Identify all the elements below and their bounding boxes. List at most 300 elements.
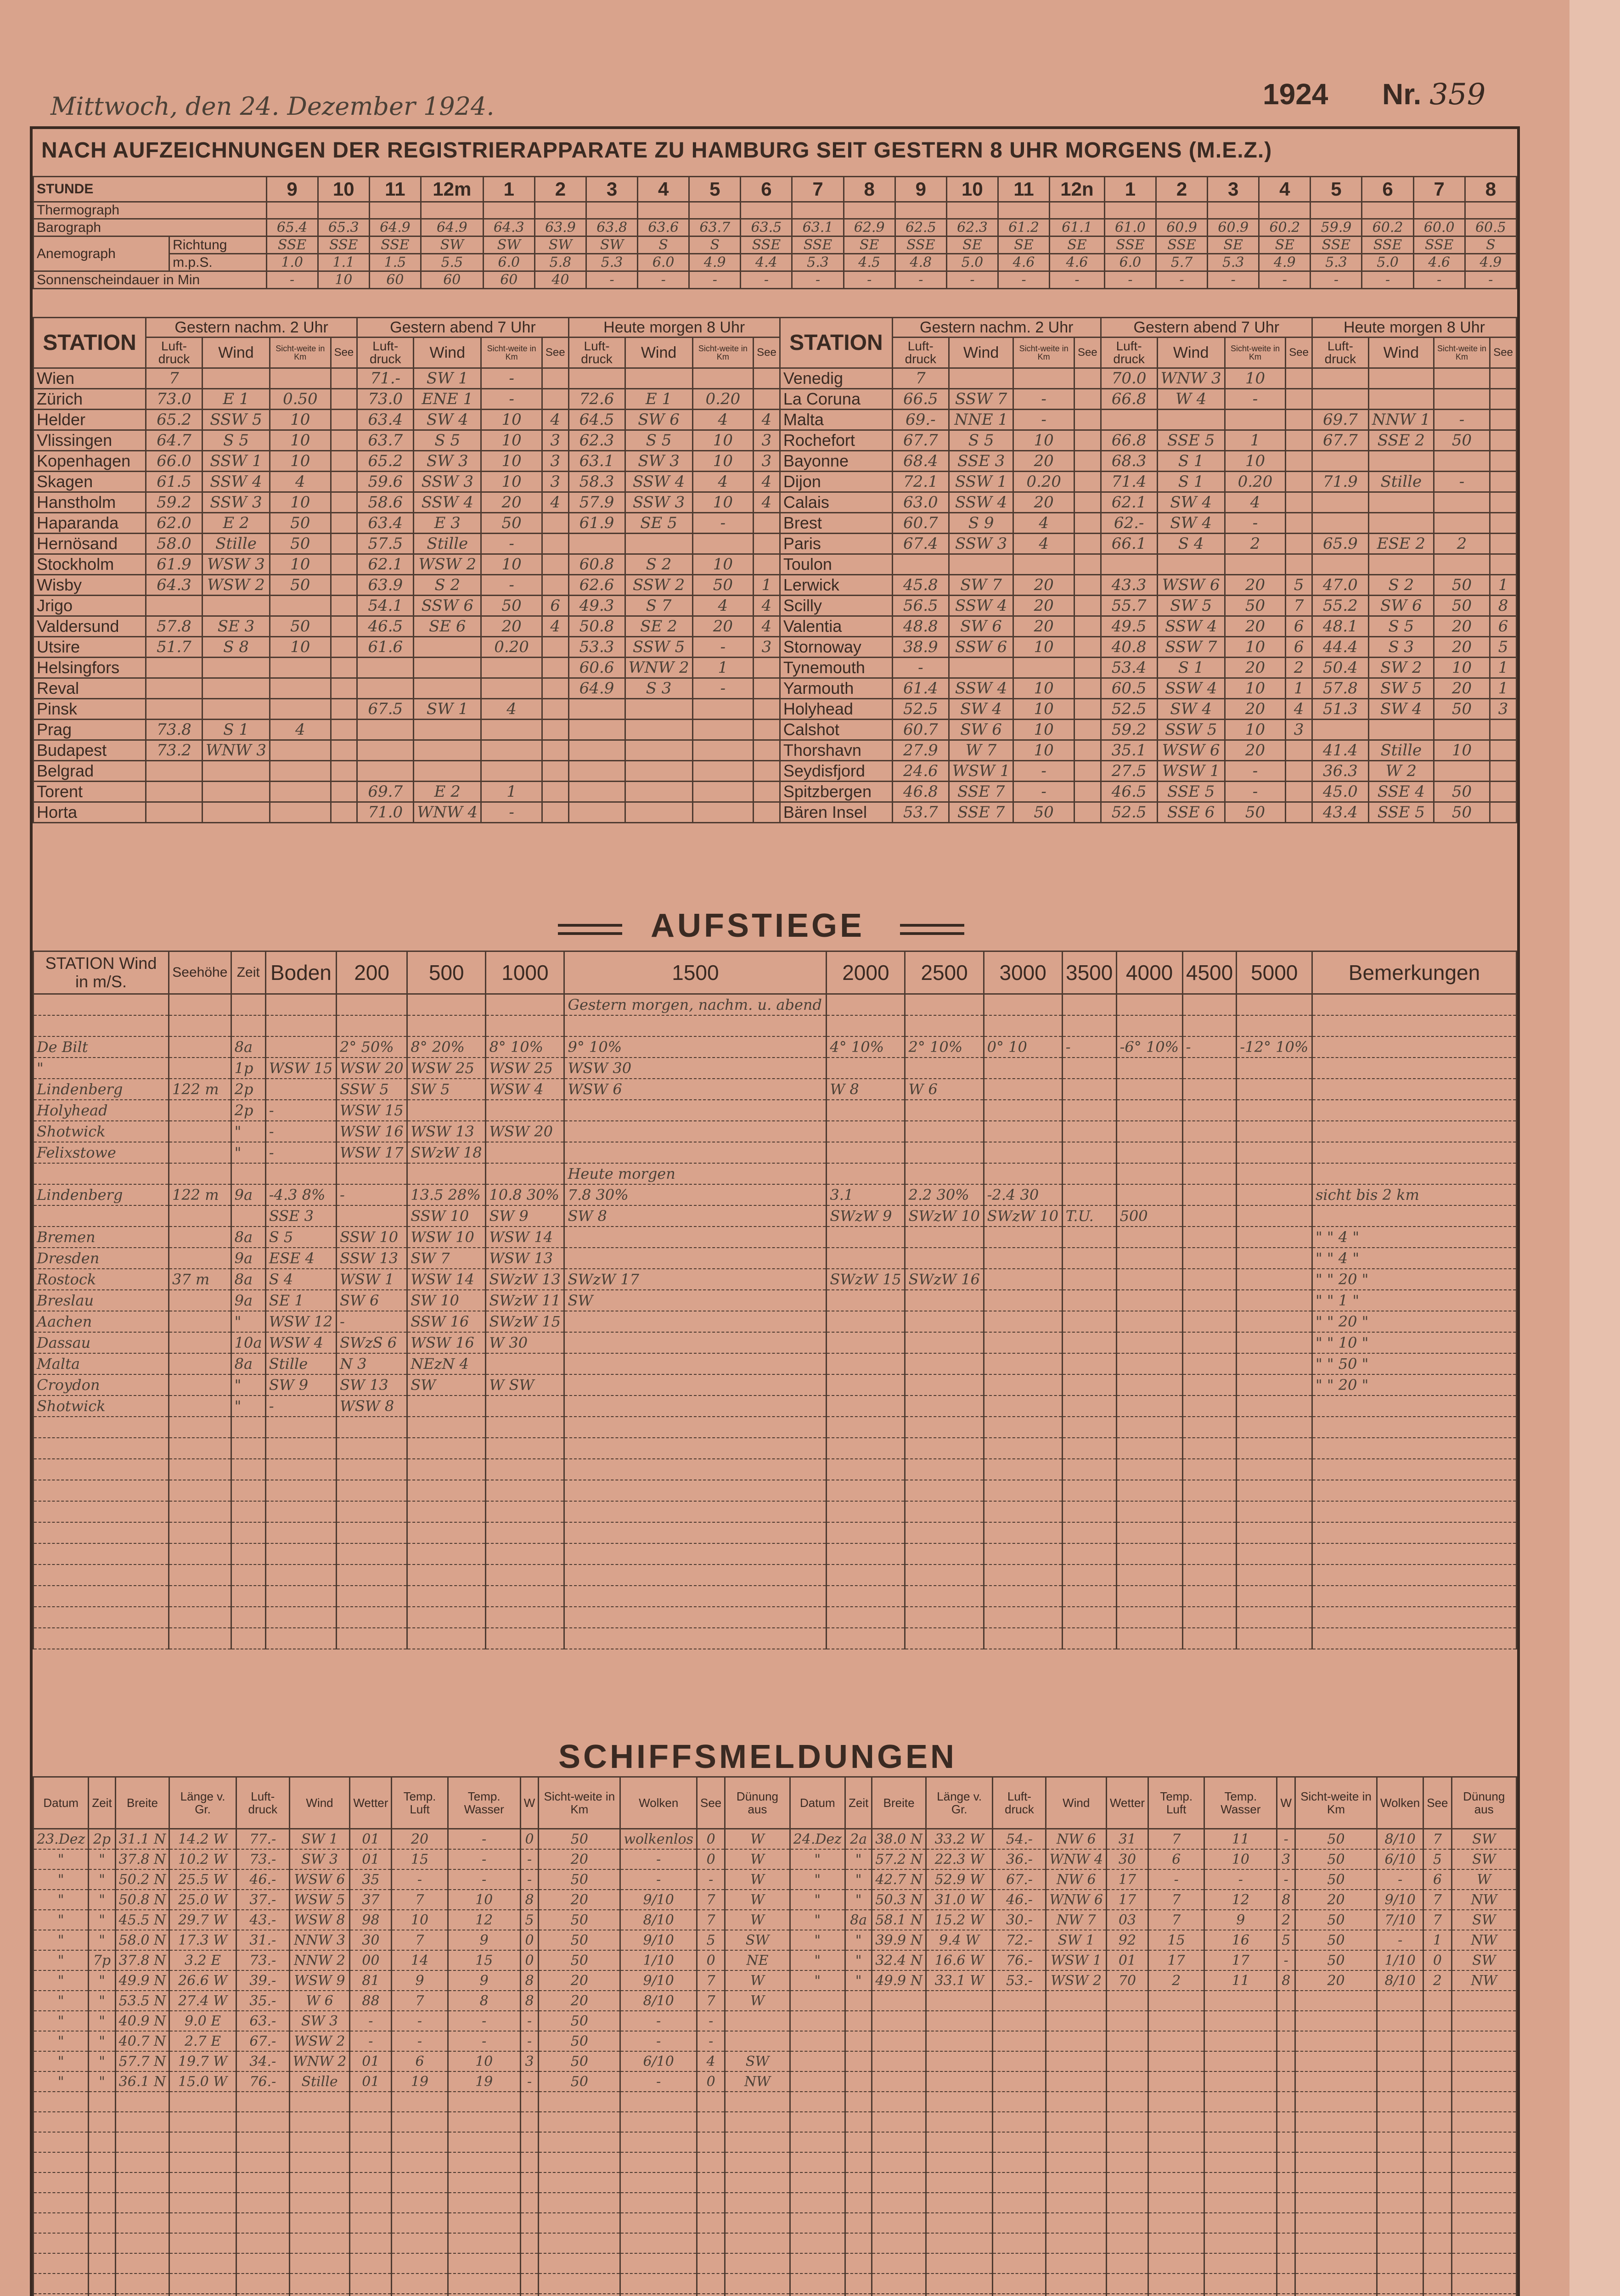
ship-empty-cell	[1451, 2294, 1516, 2296]
ship-empty-cell	[697, 2132, 725, 2152]
aufstieg-row	[34, 1480, 1517, 1501]
ship-empty-cell	[34, 2112, 89, 2132]
ship-empty-cell	[1148, 2152, 1204, 2172]
aufstieg-boden: SW 9	[265, 1374, 336, 1396]
station-value	[568, 782, 625, 802]
station-value	[1286, 802, 1312, 823]
ship-value	[1277, 2071, 1295, 2092]
ship-header: Dünung aus	[1451, 1777, 1516, 1829]
aufstieg-level-value	[1062, 1522, 1116, 1543]
ship-empty-cell	[872, 2233, 926, 2253]
ship-empty-cell	[845, 2132, 872, 2152]
station-value	[754, 740, 780, 761]
station-value: 43.4	[1312, 802, 1368, 823]
ship-empty-cell	[236, 2132, 289, 2152]
ship-value: 29.7 W	[169, 1910, 236, 1930]
station-value: SSE 4	[1368, 782, 1434, 802]
ship-empty-cell	[539, 2233, 620, 2253]
station-row	[34, 740, 1517, 761]
ship-value	[1204, 2031, 1277, 2051]
thermograph-cell	[1362, 202, 1413, 219]
aufstieg-bemerkung	[1312, 1522, 1517, 1543]
ship-empty-cell	[289, 2253, 350, 2273]
station-value: 8	[1490, 596, 1517, 616]
sonne-cell: 60	[369, 271, 421, 289]
ship-empty-cell	[1377, 2273, 1423, 2294]
thermograph-cell	[534, 202, 586, 219]
station-value: 67.7	[1312, 430, 1368, 451]
station-value	[1312, 492, 1368, 513]
station-value: -	[481, 389, 542, 410]
station-value	[331, 616, 357, 637]
aufstieg-boden	[265, 1522, 336, 1543]
aufstieg-level-value	[1182, 1079, 1237, 1100]
ship-empty-cell	[1423, 2092, 1451, 2112]
ship-empty-cell	[115, 2213, 169, 2233]
station-value: 66.5	[892, 389, 949, 410]
aufstieg-level-value	[486, 1628, 564, 1649]
ship-value: 9.0 E	[169, 2011, 236, 2031]
ship-row-empty	[34, 2112, 1517, 2132]
ship-value	[1106, 2071, 1148, 2092]
station-value	[414, 637, 481, 658]
barograph-row	[34, 219, 1517, 236]
aufstieg-level-value	[905, 1227, 984, 1248]
aufstieg-level-value: SW	[564, 1290, 827, 1311]
ship-empty-cell	[1046, 2172, 1107, 2193]
station-row	[34, 513, 1517, 534]
ship-empty-cell	[448, 2273, 520, 2294]
aufstieg-level-value	[1182, 1353, 1237, 1374]
station-value: 20	[1225, 658, 1286, 678]
aufstieg-station	[34, 994, 169, 1016]
ship-value: 31	[1106, 1829, 1148, 1850]
station-value: -	[1225, 513, 1286, 534]
ship-value	[1204, 1991, 1277, 2011]
station-value: 5	[1490, 637, 1517, 658]
thermograph-cell	[1413, 202, 1465, 219]
ship-empty-cell	[289, 2233, 350, 2253]
station-value: W 2	[1368, 761, 1434, 782]
ship-empty-cell	[350, 2112, 392, 2132]
station-value: -	[1013, 761, 1074, 782]
ship-value: 2	[1277, 1910, 1295, 1930]
aufstieg-seehohe	[169, 1227, 231, 1248]
ship-empty-cell	[1204, 2253, 1277, 2273]
barograph-cell: 61.0	[1104, 219, 1156, 236]
aufstieg-level-value	[827, 1374, 905, 1396]
station-value	[568, 368, 625, 389]
aufstieg-level-value	[905, 1290, 984, 1311]
ship-value: 03	[1106, 1910, 1148, 1930]
ship-value: 19	[392, 2071, 448, 2092]
station-name: Torent	[34, 782, 146, 802]
station-value: SW 1	[414, 368, 481, 389]
ship-empty-cell	[289, 2213, 350, 2233]
station-value: Stille	[1368, 472, 1434, 492]
aufstieg-row	[34, 1121, 1517, 1142]
aufstieg-station	[34, 1015, 169, 1036]
ship-value	[872, 2071, 926, 2092]
ship-empty-cell	[926, 2294, 993, 2296]
ship-value: "	[34, 1869, 89, 1890]
ship-value: -	[620, 1869, 697, 1890]
thermograph-cell	[1104, 202, 1156, 219]
aufstieg-level-value: 2° 10%	[905, 1036, 984, 1058]
ship-value: W 6	[289, 1991, 350, 2011]
aufstieg-level-value: T.U.	[1062, 1205, 1116, 1227]
sonne-cell: -	[1104, 271, 1156, 289]
richtung-cell: SW	[586, 236, 637, 254]
ship-value: 17	[1148, 1950, 1204, 1970]
ship-value: 46.-	[236, 1869, 289, 1890]
station-value	[1286, 513, 1312, 534]
ship-empty-cell	[115, 2152, 169, 2172]
ship-value: 46.-	[993, 1890, 1046, 1910]
aufstieg-level-value	[1062, 1586, 1116, 1607]
station-value: 40.8	[1101, 637, 1157, 658]
aufstieg-level-value: -12° 10%	[1237, 1036, 1312, 1058]
station-value: 50	[270, 534, 331, 554]
aufstieg-level-value	[564, 1227, 827, 1248]
aufstieg-station: Breslau	[34, 1290, 169, 1311]
aufstieg-seehohe	[169, 994, 231, 1016]
station-value: 3	[542, 430, 568, 451]
ship-empty-cell	[725, 2193, 790, 2213]
station-name: Scilly	[780, 596, 892, 616]
ship-empty-cell	[620, 2253, 697, 2273]
station-value: SW 4	[414, 410, 481, 430]
ship-empty-cell	[236, 2112, 289, 2132]
aufstieg-row	[34, 1184, 1517, 1205]
ship-empty-cell	[845, 2273, 872, 2294]
aufstieg-level-value	[1116, 1374, 1182, 1396]
station-name: Valdersund	[34, 616, 146, 637]
aufstieg-level-value	[1116, 1015, 1182, 1036]
aufstieg-boden: WSW 4	[265, 1332, 336, 1353]
station-value: S 8	[202, 637, 270, 658]
aufstieg-level-value	[1062, 1269, 1116, 1290]
ship-value: 11	[1204, 1970, 1277, 1991]
station-value: S 1	[1157, 472, 1225, 492]
station-value	[1490, 472, 1517, 492]
aufstieg-station	[34, 1607, 169, 1628]
aufstieg-zeit	[231, 1564, 265, 1586]
aufstieg-level-value: SWzW 15	[486, 1311, 564, 1332]
ship-row-empty	[34, 2273, 1517, 2294]
zeit-label: Zeit	[231, 951, 265, 994]
station-value: 63.7	[357, 430, 414, 451]
ship-empty-cell	[448, 2233, 520, 2253]
ship-value: "	[790, 1970, 845, 1991]
ship-value: 38.0 N	[872, 1829, 926, 1850]
ship-value: 37	[350, 1890, 392, 1910]
aufstieg-level-value: SW 7	[407, 1248, 486, 1269]
registration-table	[33, 176, 1517, 289]
ship-value: "	[34, 1930, 89, 1950]
aufstieg-zeit: 10a	[231, 1332, 265, 1353]
station-value: 69.7	[1312, 410, 1368, 430]
aufstieg-level-value: WSW 20	[486, 1121, 564, 1142]
station-value: 47.0	[1312, 575, 1368, 596]
ship-value: 76.-	[993, 1950, 1046, 1970]
station-group-group1: Gestern nachm. 2 Uhr	[146, 318, 357, 338]
ship-value: -	[392, 2031, 448, 2051]
aufstieg-level-value	[1237, 1269, 1312, 1290]
station-row	[34, 802, 1517, 823]
ship-empty-cell	[725, 2233, 790, 2253]
aufstieg-level-value: SSW 13	[336, 1248, 407, 1269]
aufstieg-boden	[265, 994, 336, 1016]
station-value	[754, 534, 780, 554]
station-value: 20	[1013, 575, 1074, 596]
aufstieg-level-value	[984, 1543, 1062, 1564]
aufstieg-zeit	[231, 1628, 265, 1649]
aufstieg-level-value: SWzW 9	[827, 1205, 905, 1227]
hour-cell: 6	[741, 177, 792, 202]
mps-cell: 5.3	[1311, 254, 1362, 271]
station-value: 71.9	[1312, 472, 1368, 492]
station-value: 1	[1490, 575, 1517, 596]
aufstieg-level-value	[1182, 1290, 1237, 1311]
ship-value	[1277, 1991, 1295, 2011]
sonne-cell: 60	[483, 271, 534, 289]
ship-empty-cell	[520, 2273, 539, 2294]
aufstieg-zeit	[231, 1205, 265, 1227]
ship-empty-cell	[1377, 2294, 1423, 2296]
aufstieg-level-value	[905, 1353, 984, 1374]
aufstieg-level-value	[1182, 1015, 1237, 1036]
richtung-cell: SSE	[369, 236, 421, 254]
aufstieg-level-value: SW	[407, 1374, 486, 1396]
richtung-cell: S	[1465, 236, 1516, 254]
ship-value	[1046, 1991, 1107, 2011]
aufstieg-level-value: SSW 5	[336, 1079, 407, 1100]
ship-value: -	[1277, 1829, 1295, 1850]
aufstieg-level-value: SSW 16	[407, 1311, 486, 1332]
aufstieg-boden: WSW 15	[265, 1058, 336, 1079]
ship-value: 9	[392, 1970, 448, 1991]
station-group-header	[34, 318, 1517, 338]
ship-empty-cell	[539, 2253, 620, 2273]
hour-cell: 2	[534, 177, 586, 202]
station-row	[34, 554, 1517, 575]
ship-empty-cell	[289, 2172, 350, 2193]
station-value: 10	[1013, 699, 1074, 720]
station-value: 61.5	[146, 472, 202, 492]
ship-header: Breite	[872, 1777, 926, 1829]
ship-value	[1295, 2011, 1377, 2031]
aufstieg-level-value	[1182, 1184, 1237, 1205]
station-value	[542, 389, 568, 410]
aufstieg-level-value	[1116, 1248, 1182, 1269]
ship-value: -	[620, 1849, 697, 1869]
ship-value: SW 1	[289, 1829, 350, 1850]
hour-cell: 7	[1413, 177, 1465, 202]
aufstieg-level-value	[336, 1543, 407, 1564]
aufstieg-bemerkung	[1312, 1058, 1517, 1079]
station-value: 66.0	[146, 451, 202, 472]
station-value: 52.5	[1101, 802, 1157, 823]
aufstieg-level-value	[827, 1163, 905, 1184]
aufstieg-station	[34, 1543, 169, 1564]
station-value: 7	[146, 368, 202, 389]
station-value: 65.9	[1312, 534, 1368, 554]
richtung-cell: SSE	[1156, 236, 1207, 254]
station-value: S 5	[1368, 616, 1434, 637]
aufstieg-level-value	[1182, 1459, 1237, 1480]
station-value: 51.7	[146, 637, 202, 658]
aufstieg-level-value	[1237, 1248, 1312, 1269]
ship-value: "	[34, 1910, 89, 1930]
aufstieg-level-value	[1182, 1058, 1237, 1079]
aufstieg-row	[34, 1586, 1517, 1607]
ship-empty-cell	[520, 2253, 539, 2273]
issue-number	[1382, 77, 1485, 112]
station-value: SSW 3	[625, 492, 692, 513]
ship-empty-cell	[115, 2092, 169, 2112]
ship-empty-cell	[89, 2273, 115, 2294]
station-value: WNW 2	[625, 658, 692, 678]
barograph-cell: 60.0	[1413, 219, 1465, 236]
aufstieg-level-value	[486, 1564, 564, 1586]
ship-empty-cell	[520, 2233, 539, 2253]
ship-empty-cell	[1451, 2112, 1516, 2132]
ship-empty-cell	[1148, 2112, 1204, 2132]
station-value	[270, 678, 331, 699]
ship-value	[1148, 2031, 1204, 2051]
ship-value: WSW 9	[289, 1970, 350, 1991]
ship-empty-cell	[1423, 2273, 1451, 2294]
ship-empty-cell	[392, 2233, 448, 2253]
aufstieg-seehohe	[169, 1163, 231, 1184]
thermograph-cell	[1465, 202, 1516, 219]
ship-value: 15.0 W	[169, 2071, 236, 2092]
station-value: SE 2	[625, 616, 692, 637]
ship-empty-cell	[236, 2273, 289, 2294]
aufstieg-level-value	[336, 1586, 407, 1607]
aufstieg-level-value	[1182, 1438, 1237, 1459]
richtung-cell: SSE	[792, 236, 844, 254]
aufstieg-level-value	[1116, 1121, 1182, 1142]
ship-empty-cell	[1277, 2132, 1295, 2152]
ship-empty-cell	[620, 2294, 697, 2296]
ship-empty-cell	[620, 2193, 697, 2213]
ship-header: W	[520, 1777, 539, 1829]
station-row	[34, 389, 1517, 410]
aufstieg-boden	[265, 1480, 336, 1501]
station-value: 57.8	[1312, 678, 1368, 699]
aufstieg-level-value	[1182, 1543, 1237, 1564]
station-value	[481, 658, 542, 678]
station-value	[625, 802, 692, 823]
ship-header: Breite	[115, 1777, 169, 1829]
aufstieg-level-value	[407, 1396, 486, 1417]
aufstieg-level-value: W 30	[486, 1332, 564, 1353]
ship-empty-cell	[1277, 2193, 1295, 2213]
aufstieg-level-value	[1182, 1522, 1237, 1543]
ship-empty-cell	[520, 2112, 539, 2132]
ship-value: 01	[350, 1849, 392, 1869]
aufstieg-station	[34, 1480, 169, 1501]
station-value: 1	[692, 658, 754, 678]
station-value: 7	[892, 368, 949, 389]
mps-cell: 4.6	[998, 254, 1049, 271]
station-value	[1490, 720, 1517, 740]
station-value: SSW 4	[414, 492, 481, 513]
ship-row	[34, 2051, 1517, 2071]
ship-value: 39.-	[236, 1970, 289, 1991]
station-value: 55.7	[1101, 596, 1157, 616]
aufstieg-level-value	[984, 1607, 1062, 1628]
aufstieg-row	[34, 1142, 1517, 1163]
sonne-cell: -	[844, 271, 895, 289]
aufstieg-level-value	[1182, 1501, 1237, 1522]
ship-value: 10	[448, 2051, 520, 2071]
ship-value: -	[1204, 1869, 1277, 1890]
sub-sichtweite: Sicht-weite in Km	[481, 338, 542, 368]
aufstieg-level-value	[1116, 1564, 1182, 1586]
aufstieg-bemerkung: " " 4 "	[1312, 1248, 1517, 1269]
aufstieg-level-value	[984, 1332, 1062, 1353]
station-value: 60.5	[1101, 678, 1157, 699]
aufstieg-level-value	[1182, 1205, 1237, 1227]
aufstieg-level-value: W SW	[486, 1374, 564, 1396]
aufstieg-level-value	[1116, 1079, 1182, 1100]
aufstieg-boden: ESE 4	[265, 1248, 336, 1269]
station-name: Pinsk	[34, 699, 146, 720]
station-value: -	[892, 658, 949, 678]
ship-header: See	[697, 1777, 725, 1829]
station-value: 53.4	[1101, 658, 1157, 678]
sonne-label: Sonnenscheindauer in Min	[34, 271, 267, 289]
aufstieg-level-value	[1062, 1607, 1116, 1628]
ship-value: 76.-	[236, 2071, 289, 2092]
ship-empty-cell	[1148, 2294, 1204, 2296]
aufstieg-level-value	[1237, 1459, 1312, 1480]
ship-empty-cell	[236, 2193, 289, 2213]
sonne-cell: 60	[421, 271, 483, 289]
station-value	[1490, 513, 1517, 534]
aufstieg-seehohe	[169, 1205, 231, 1227]
level-label: 1500	[564, 951, 827, 994]
ship-value: 19.7 W	[169, 2051, 236, 2071]
ship-value: NW	[725, 2071, 790, 2092]
aufstieg-level-value	[407, 1586, 486, 1607]
ship-value: "	[34, 1950, 89, 1970]
aufstieg-seehohe: 122 m	[169, 1079, 231, 1100]
ship-value: 24.Dez	[790, 1829, 845, 1850]
ship-value: 2.7 E	[169, 2031, 236, 2051]
ship-empty-cell	[350, 2092, 392, 2112]
ship-value: WNW 2	[289, 2051, 350, 2071]
aufstieg-level-value	[984, 1501, 1062, 1522]
station-value	[1490, 761, 1517, 782]
ship-value: W	[725, 1849, 790, 1869]
ship-value: 37.-	[236, 1890, 289, 1910]
sub-wind: Wind	[414, 338, 481, 368]
station-value: 20	[692, 616, 754, 637]
aufstieg-seehohe	[169, 1522, 231, 1543]
station-value: 49.5	[1101, 616, 1157, 637]
aufstieg-level-value: WSW 30	[564, 1058, 827, 1079]
ship-header: W	[1277, 1777, 1295, 1829]
level-label: 500	[407, 951, 486, 994]
station-value	[331, 492, 357, 513]
ship-value: 20	[1295, 1970, 1377, 1991]
ship-empty-cell	[1295, 2172, 1377, 2193]
aufstieg-level-value	[1237, 994, 1312, 1016]
